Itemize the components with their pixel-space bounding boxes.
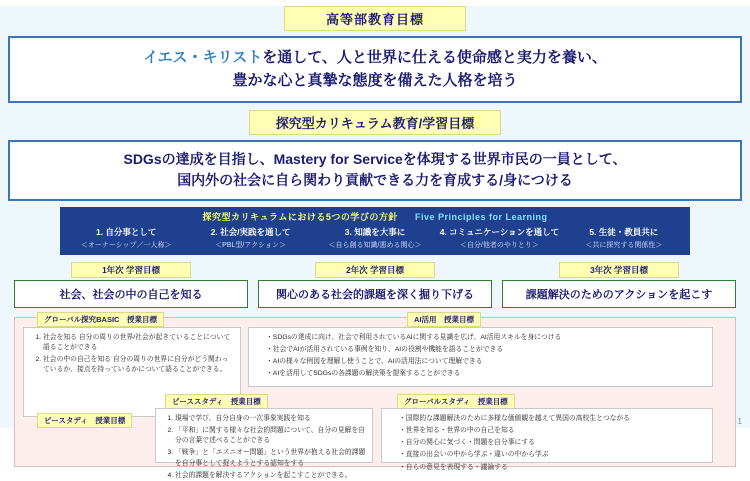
mission-line-1-rest: を通して、人と世界に仕える使命感と実力を養い、	[262, 49, 607, 66]
five-principles-title-ja: 探究型カリキュラムにおける5つの学びの方針	[202, 211, 398, 222]
list-item: ・ AIを活用してSDGsの各課題の解決策を提案することができる	[266, 369, 706, 379]
list-item: 2. 社会の中の自己を知る 自分の周りの世界に自分がどう関わっているか、接点を持っているかについて語ることができる。	[43, 355, 234, 375]
subject-box-ai-list	[255, 333, 706, 380]
mission-statement-box	[8, 36, 742, 103]
subject-box-global-study-list	[388, 414, 706, 473]
principle-2-main: 2. 社会/実践を通して	[210, 226, 291, 237]
list-item: ・ 社会でAIが活用されている事例を知り、AIの役割や機能を語ることができる	[266, 345, 706, 355]
principle-2-sub: ＜PBL型/アクション＞	[215, 241, 287, 249]
principle-item-4	[437, 226, 561, 250]
subject-goals-panel	[14, 314, 736, 479]
principle-4-sub: ＜自分/他者のやりとり＞	[459, 241, 539, 249]
list-item: ・ SDGsの達成に向け、社会で利用されているAIに関する見識を広げ、AI活用スキルを身につける	[266, 333, 706, 343]
subject-label-ai: AI活用 授業目標	[407, 312, 481, 327]
principle-item-1	[64, 226, 188, 250]
list-item: ・ 自分の関心に気づく・問題を自分事にする	[399, 438, 706, 448]
five-principles-title-en: Five Principles for Learning	[414, 211, 548, 222]
list-item: ・ AIの様々な例図を理解し使うことで、AIの活用法について理解できる	[266, 357, 706, 367]
subject-label-global-basic: グローバル探究BASIC 授業目標	[37, 312, 164, 327]
list-item: 1. 現場で学び、自分自身の一次事象実践を知る	[175, 414, 366, 424]
subject-label-global-study: グローバルスタディ 授業目標	[397, 394, 515, 409]
list-item: ・ 直接の出会いの中から学ぶ・違いの中から学ぶ	[399, 450, 706, 460]
subject-label-peace-study-left: ピースタディ 授業目標	[37, 413, 132, 428]
principle-1-main: 1. 自分事として	[95, 226, 157, 237]
principle-item-5	[562, 226, 686, 250]
year-3-text: 課題解決のためのアクションを起こす	[502, 280, 736, 308]
principle-1-sub: ＜オーナーシップ／一人称＞	[80, 241, 172, 249]
list-item: ・ 国際的な課題解決のために多様な価値観を越えて異国の高校生とつながる	[399, 414, 706, 424]
year-2-text: 関心のある社会的課題を深く掘り下げる	[258, 280, 492, 308]
mission-line-2: 豊かな心と真摯な態度を備えた人格を培う	[232, 72, 518, 90]
list-item: ・ 世界を知る・世界の中の自己を知る	[399, 426, 706, 436]
page-number: 1	[737, 417, 742, 426]
year-2-label: 2年次 学習目標	[315, 262, 435, 278]
subject-box-peace-list	[162, 414, 366, 481]
principle-item-2	[188, 226, 312, 250]
subject-box-global-basic-list	[30, 333, 234, 376]
principle-3-sub: ＜自ら創る知識/悪める関心＞	[328, 241, 422, 249]
list-item: 4. 社会的課題を解決するアクションを起こすことができる。	[175, 471, 366, 481]
year-goals-row	[14, 262, 736, 308]
principle-5-main: 5. 生徒・教員共に	[589, 226, 659, 237]
slide-page	[0, 6, 750, 479]
subject-label-peace-study: ビーススタディ 授業目標	[165, 394, 268, 409]
principle-5-sub: ＜共に探究する関係性＞	[585, 241, 663, 249]
school-goal-label: 高等部教育目標	[284, 6, 466, 31]
curriculum-goal-label: 探究型カリキュラム教育/学習目標	[249, 110, 501, 135]
five-principles-row	[64, 226, 686, 250]
principle-4-main: 4. コミュニケーションを通して	[439, 226, 560, 237]
year-goal-2	[258, 262, 492, 308]
mission-line-1	[16, 46, 734, 69]
goal-line-2: 国内外の社会に自ら関わり貢献できる力を育成する/身につける	[177, 172, 573, 189]
mission-highlight-text: イエス・キリスト	[143, 49, 263, 66]
subject-box-global-study	[381, 408, 713, 471]
subject-box-ai	[248, 327, 713, 387]
list-item: 1. 社会を知る 自分の周りの世界/社会が起きていることについて語ることができる	[43, 333, 234, 353]
year-goal-1	[14, 262, 248, 308]
goal-line-1: SDGsの達成を目指し、Mastery for Serviceを体現する世界市民の一員として、	[123, 150, 627, 167]
subject-box-peace-study	[155, 408, 373, 479]
list-item: ・ 自らの意見を表現する・議論する	[399, 463, 706, 473]
list-item: 3. 「戦争」と「エスニオー問題」という世界が抱える社会的課題を自分事として捉えようとする認知をする	[175, 448, 366, 468]
curriculum-goal-box	[8, 140, 742, 201]
principle-item-3	[313, 226, 437, 250]
five-principles-panel	[60, 207, 690, 255]
list-item: 2. 「平和」に関する様々な社会的問題について、自分の見解を自分の言葉で述べることができる	[175, 426, 366, 446]
year-1-label: 1年次 学習目標	[71, 262, 191, 278]
year-3-label: 3年次 学習目標	[559, 262, 679, 278]
five-principles-title	[64, 210, 686, 223]
year-goal-3	[502, 262, 736, 308]
principle-3-main: 3. 知識を大事に	[344, 226, 406, 237]
year-1-text: 社会、社会の中の自己を知る	[14, 280, 248, 308]
